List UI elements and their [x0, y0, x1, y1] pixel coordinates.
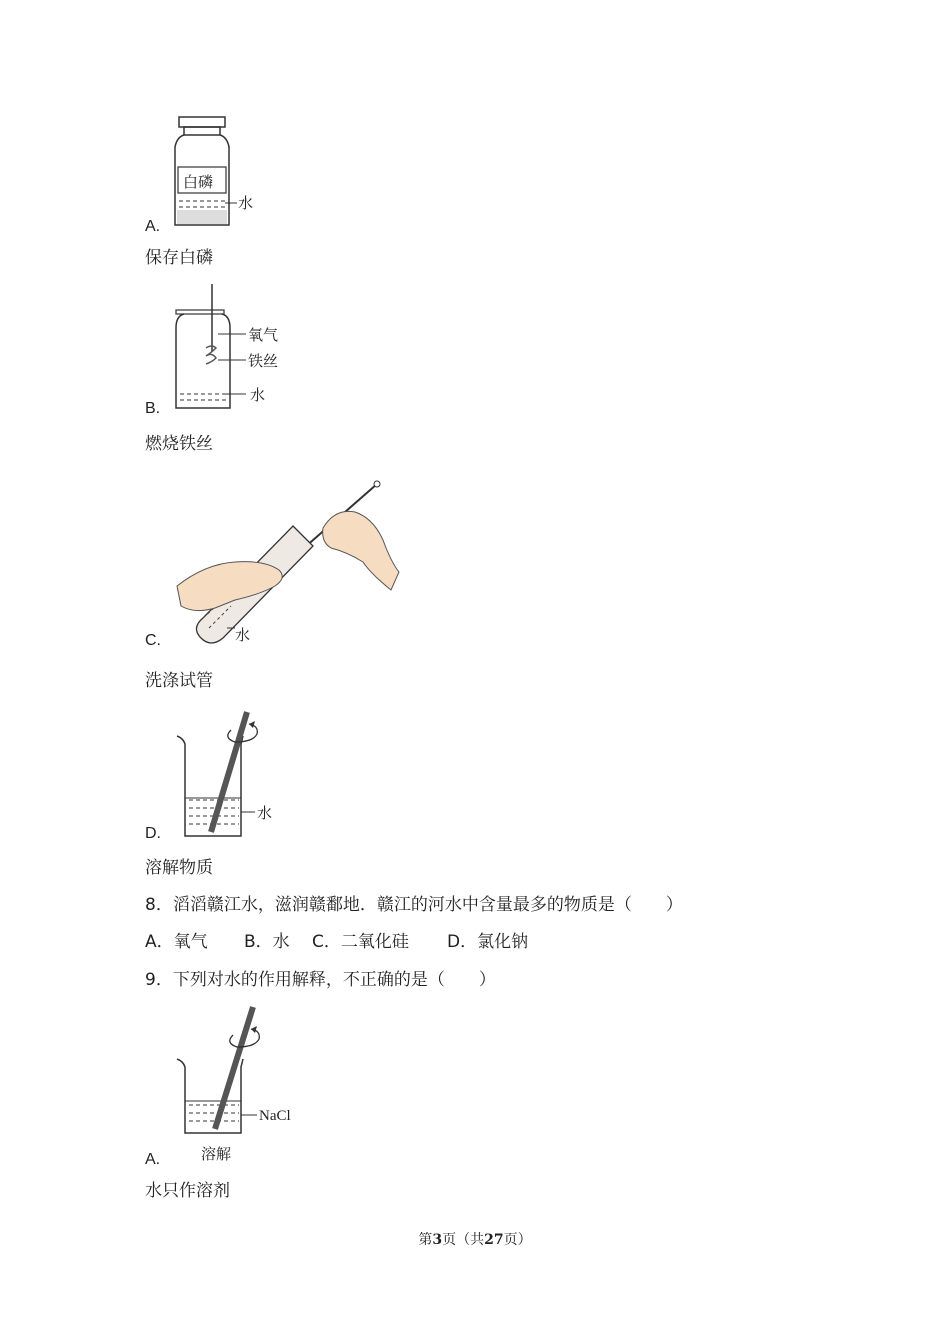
figure-q9-a-nacl-dissolving [175, 1005, 315, 1165]
question-8-option-b: B．水 [244, 932, 290, 952]
footer-total-pages: 27 [484, 1232, 504, 1248]
water-label: 水 [250, 386, 266, 404]
page-footer [0, 1229, 950, 1249]
question-9-text: 9．下列对水的作用解释，不正确的是（ ） [145, 970, 496, 990]
caption-b: 燃烧铁丝 [145, 434, 213, 454]
option-letter-b: B. [145, 400, 161, 417]
water-label: 水 [235, 626, 251, 644]
question-8-option-c: C．二氧化硅 [312, 932, 409, 952]
footer-mid: 页（共 [442, 1232, 485, 1248]
question-8-option-a: A．氧气 [145, 932, 208, 952]
water-label: 水 [238, 194, 254, 212]
option-letter-d: D. [145, 825, 161, 842]
nacl-label: NaCl [259, 1108, 291, 1124]
question-9-caption-a: 水只作溶剂 [145, 1181, 230, 1201]
oxygen-label: 氧气 [248, 326, 279, 344]
test-tube-drawing [175, 478, 405, 648]
footer-suffix: 页） [503, 1232, 532, 1248]
footer-prefix: 第 [418, 1232, 433, 1248]
question-9-option-letter-a: A. [145, 1151, 161, 1168]
water-label: 水 [257, 804, 273, 822]
option-letter-c: C. [145, 632, 161, 649]
caption-d: 溶解物质 [145, 858, 213, 878]
footer-page-number: 3 [432, 1232, 443, 1248]
figure-a-white-phosphorus-jar [165, 115, 275, 235]
caption-a: 保存白磷 [145, 248, 213, 268]
figure-d-dissolving-beaker [175, 708, 295, 840]
question-8-text: 8．滔滔赣江水，滋润赣鄱地．赣江的河水中含量最多的物质是（ ） [145, 895, 683, 915]
figure-b-iron-wire-burning [170, 282, 300, 414]
jar-drawing [165, 115, 275, 235]
nacl-beaker-drawing [175, 1005, 315, 1165]
oxygen-bottle-drawing [170, 282, 300, 414]
dissolve-label: 溶解 [201, 1145, 232, 1163]
caption-c: 洗涤试管 [145, 671, 213, 691]
figure-c-washing-test-tube [175, 478, 405, 648]
beaker-drawing [175, 708, 295, 840]
question-8-option-d: D．氯化钠 [447, 932, 529, 952]
option-letter-a: A. [145, 218, 161, 235]
jar-label: 白磷 [183, 173, 214, 191]
wire-label: 铁丝 [248, 352, 279, 370]
